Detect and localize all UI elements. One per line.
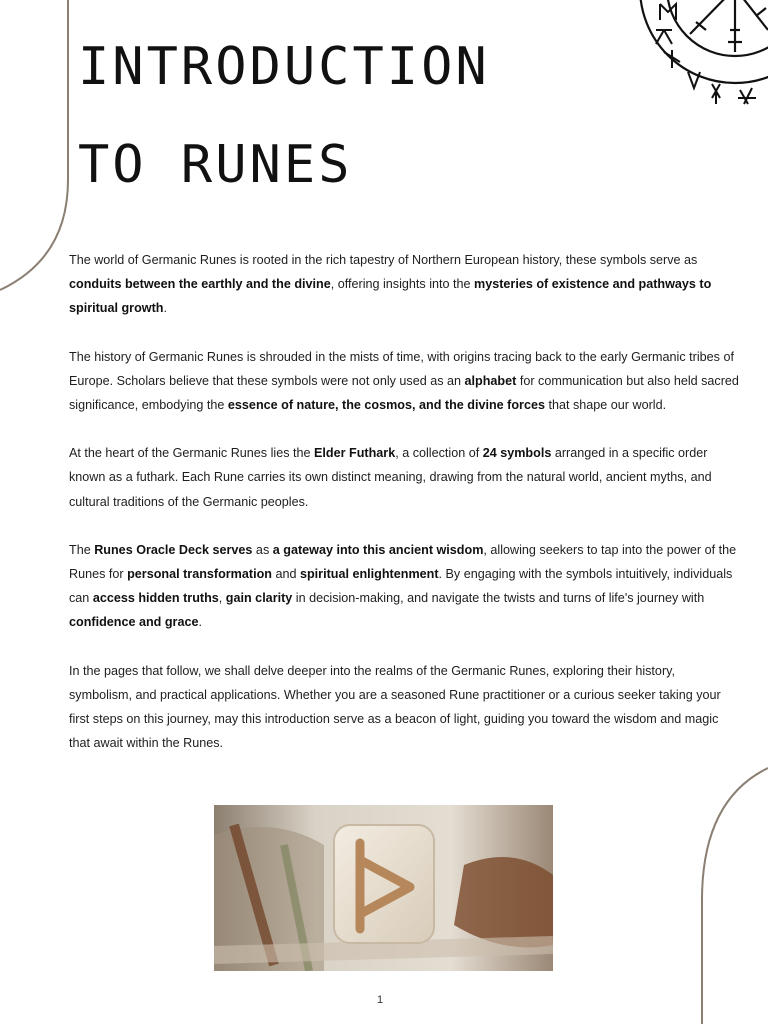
paragraph-2 (69, 345, 739, 418)
body-text (69, 248, 739, 779)
paragraph-5 (69, 659, 739, 756)
emphasis-text: 24 symbols (482, 446, 552, 461)
emphasis-text: Runes Oracle Deck serves (94, 542, 253, 557)
rune-stone-thurisaz-photo (214, 805, 553, 971)
text-run: The world of Germanic Runes is rooted in the rich tapestry of Northern European history, these symbols serve as (69, 253, 698, 267)
text-run: . (163, 301, 167, 316)
emphasis-text: a gateway into this ancient wisdom (272, 542, 484, 557)
text-run: . By engaging with the symbols intuitively, individuals can (69, 567, 733, 606)
text-run: In the pages that follow, we shall delve deeper into the realms of the Germanic Runes, exploring their history, symbolism, and practical applications. Whether you are a seasoned Rune practitioner or a curious seeker taking your first steps on this journey, may this introduction serve as a beacon of light, guiding you toward the wisdom and magic that await within the Runes. (69, 663, 721, 751)
text-run: , a collection of (395, 446, 483, 461)
emphasis-text: essence of nature, the cosmos, and the divine forces (227, 398, 545, 413)
text-run: . (198, 615, 202, 630)
page-title (78, 36, 498, 196)
text-run: that shape our world. (544, 398, 667, 413)
title-line-2: TO RUNES (78, 135, 353, 195)
emphasis-text: spiritual enlightenment (299, 567, 439, 582)
emphasis-text: Elder Futhark (314, 446, 396, 461)
text-run: , offering insights into the (330, 277, 475, 292)
paragraph-3 (69, 441, 739, 514)
text-run: and (271, 567, 300, 582)
text-run: in decision-making, and navigate the twists and turns of life's journey with (292, 591, 705, 606)
text-run: At the heart of the Germanic Runes lies the (69, 446, 315, 461)
right-frame-arc (702, 768, 768, 1024)
emphasis-text: gain clarity (225, 591, 293, 606)
emphasis-text: conduits between the earthly and the divine (69, 277, 331, 292)
emphasis-text: mysteries of existence and pathways to spiritual growth (69, 277, 712, 316)
emphasis-text: alphabet (464, 373, 517, 388)
text-run: The (69, 542, 95, 557)
emphasis-text: access hidden truths (92, 591, 219, 606)
text-run: arranged in a specific order known as a futhark. Each Rune carries its own distinct meaning, drawing from the natural world, ancient myths, and cultural traditions of the Germanic peoples. (69, 446, 712, 509)
text-run: , allowing seekers to tap into the power of the Runes for (69, 542, 737, 582)
left-frame-arc (0, 0, 68, 290)
title-line-1: INTRODUCTION (78, 37, 490, 97)
paragraph-1 (69, 248, 739, 321)
text-run: for communication but also held sacred significance, embodying the (69, 373, 739, 413)
page-number: 1 (376, 994, 384, 1006)
text-run: The history of Germanic Runes is shrouded in the mists of time, with origins tracing back to the early Germanic tribes of Europe. Scholars believe that these symbols were not only used as an (69, 349, 734, 388)
emphasis-text: confidence and grace (69, 615, 199, 630)
text-run: , (218, 591, 226, 606)
text-run: as (252, 542, 273, 557)
emphasis-text: personal transformation (127, 567, 272, 582)
paragraph-4 (69, 538, 739, 635)
vegvisir-rune-circle-icon (640, 0, 768, 104)
